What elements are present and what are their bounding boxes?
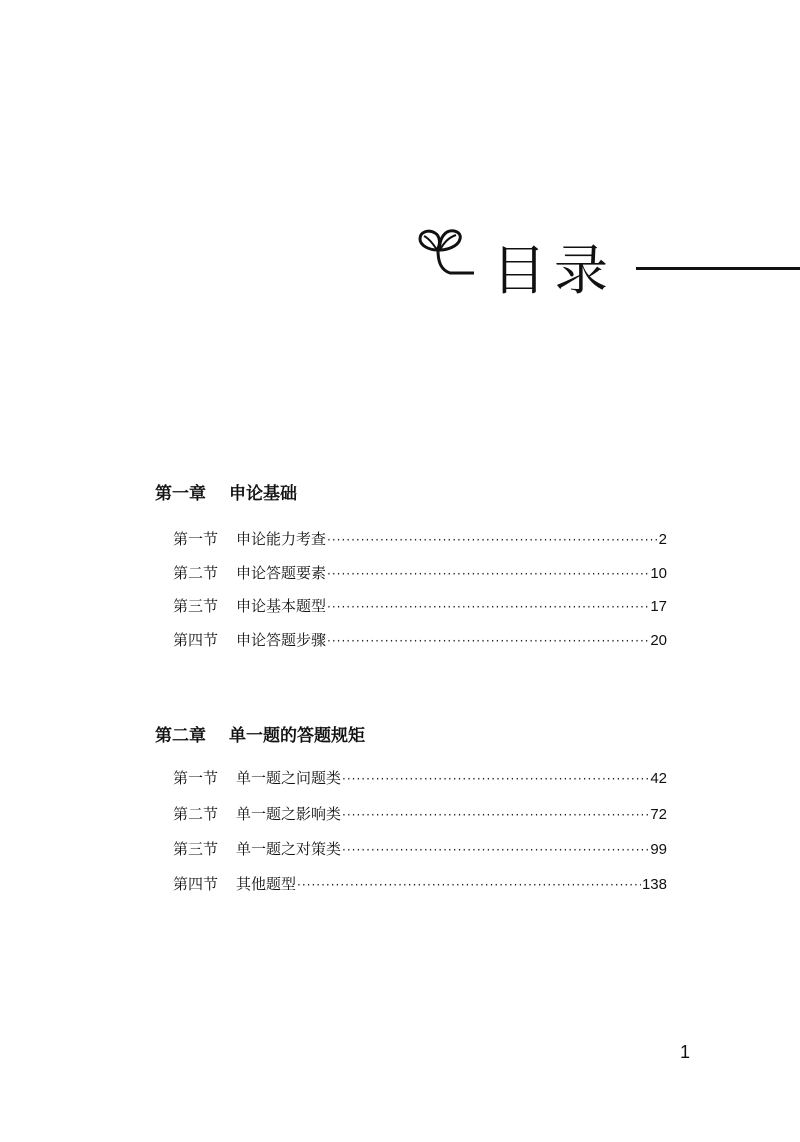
page-ref: 20 <box>650 632 667 649</box>
page-ref: 72 <box>650 806 667 823</box>
sprout-icon <box>416 220 484 286</box>
section-number: 第四节 <box>173 631 219 649</box>
dot-leader <box>327 529 658 551</box>
section-number: 第二节 <box>173 805 219 823</box>
page-number: 1 <box>680 1042 691 1062</box>
toc-entry[interactable] <box>173 838 667 860</box>
section-title: 单一题之问题类 <box>236 769 342 787</box>
dot-leader <box>342 768 649 790</box>
toc-entry[interactable] <box>173 803 667 825</box>
toc-entry[interactable] <box>173 767 667 789</box>
toc-entry[interactable] <box>173 528 667 550</box>
section-number: 第一节 <box>173 530 219 548</box>
chapter-heading[interactable] <box>155 725 667 747</box>
page-title: 目录 <box>492 239 616 302</box>
title-rule <box>636 267 800 270</box>
section-title: 申论能力考查 <box>236 530 327 548</box>
page-ref: 42 <box>650 770 667 787</box>
dot-leader <box>327 596 649 618</box>
chapter-1 <box>155 483 667 649</box>
page-ref: 17 <box>650 598 667 615</box>
section-title: 单一题之影响类 <box>236 805 342 823</box>
chapter-heading[interactable] <box>155 483 667 505</box>
chapter-title: 单一题的答题规矩 <box>229 726 365 746</box>
section-title: 申论答题要素 <box>236 564 327 582</box>
dot-leader <box>327 630 649 652</box>
dot-leader <box>342 804 649 826</box>
chapter-number: 第一章 <box>155 484 206 504</box>
dot-leader <box>327 563 649 585</box>
section-title: 申论答题步骤 <box>236 631 327 649</box>
page-ref: 138 <box>641 876 667 893</box>
page-ref: 10 <box>650 565 667 582</box>
section-title: 其他题型 <box>236 875 297 893</box>
chapter-title: 申论基础 <box>229 484 297 504</box>
toc-entry[interactable] <box>173 629 667 651</box>
section-number: 第四节 <box>173 875 219 893</box>
toc-entry[interactable] <box>173 873 667 895</box>
chapter-2 <box>155 725 667 893</box>
dot-leader <box>297 874 641 896</box>
dot-leader <box>342 839 649 861</box>
toc-header <box>416 216 800 306</box>
page-ref: 2 <box>658 531 667 548</box>
section-number: 第三节 <box>173 597 219 615</box>
section-number: 第三节 <box>173 840 219 858</box>
toc-entry[interactable] <box>173 595 667 617</box>
toc-entry[interactable] <box>173 562 667 584</box>
section-number: 第二节 <box>173 564 219 582</box>
section-title: 申论基本题型 <box>236 597 327 615</box>
chapter-number: 第二章 <box>155 726 206 746</box>
section-title: 单一题之对策类 <box>236 840 342 858</box>
page-ref: 99 <box>650 841 667 858</box>
section-number: 第一节 <box>173 769 219 787</box>
